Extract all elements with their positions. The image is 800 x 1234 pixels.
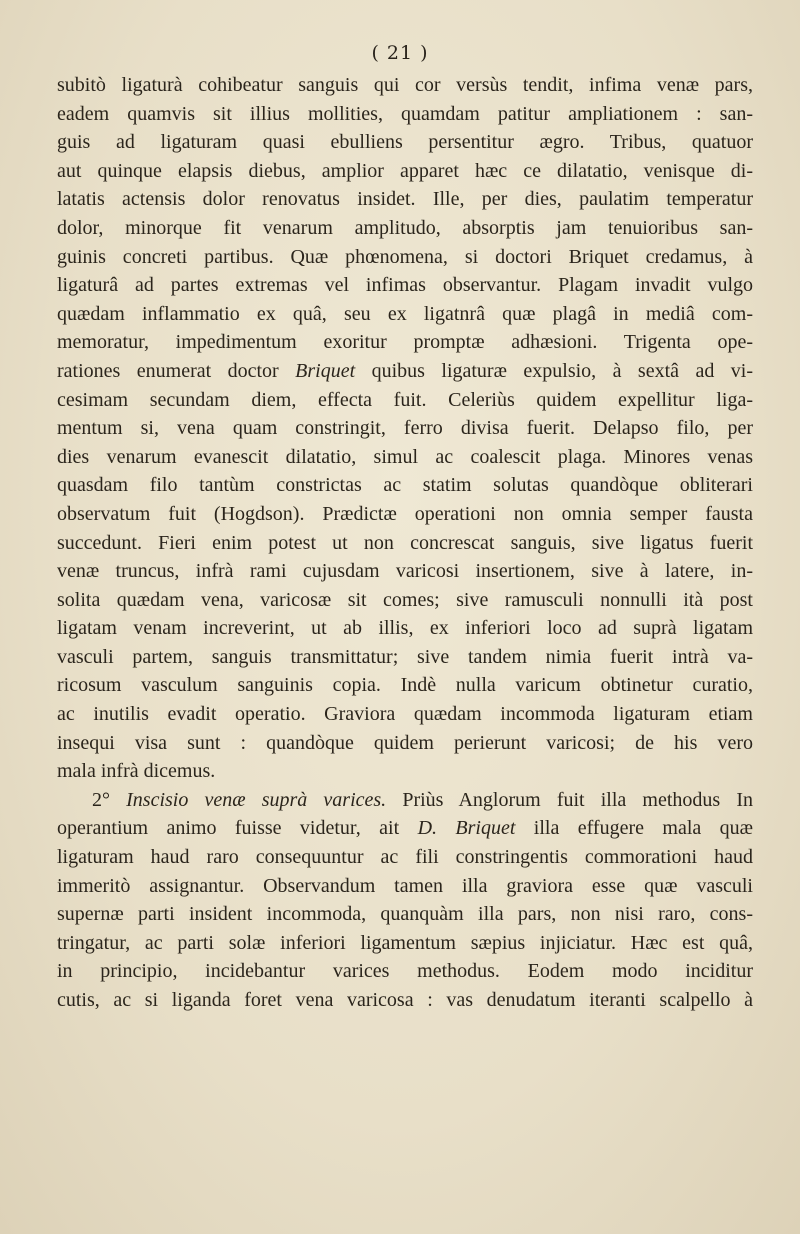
text-line: [57, 386, 753, 415]
text-run: operantium animo fuisse videtur, ait: [57, 817, 418, 840]
text-line: [57, 786, 753, 815]
text-run: dolor, minorque fit venarum amplitudo, absorptis jam tenuioribus san-: [57, 216, 753, 239]
text-line: [57, 529, 753, 558]
italic-text: Briquet: [295, 359, 356, 382]
text-line: [57, 100, 753, 129]
text-run: guis ad ligaturam quasi ebulliens persentitur ægro. Tribus, quatuor: [57, 131, 753, 154]
text-line: [57, 757, 753, 786]
text-line: [57, 443, 753, 472]
text-run: latatis actensis dolor renovatus insidet. Ille, per dies, paulatim temperatur: [57, 188, 753, 211]
text-line: [57, 900, 753, 929]
text-line: [57, 700, 753, 729]
text-run: venæ truncus, infrà rami cujusdam varicosi insertionem, sive à latere, in-: [57, 560, 753, 583]
text-line: [57, 929, 753, 958]
text-run: ac inutilis evadit operatio. Graviora quædam incommoda ligaturam etiam: [57, 703, 753, 726]
text-run: mentum si, vena quam constringit, ferro divisa fuerit. Delapso filo, per: [57, 417, 753, 440]
text-line: [57, 843, 753, 872]
body-text: [57, 71, 753, 1015]
text-line: [57, 957, 753, 986]
text-run: observatum fuit (Hogdson). Prædictæ operationi non omnia semper fausta: [57, 502, 753, 525]
text-run: vasculi partem, sanguis transmittatur; sive tandem nimia fuerit intrà va-: [57, 645, 753, 668]
text-run: ligatam venam increverint, ut ab illis, ex inferiori loco ad suprà ligatam: [57, 617, 753, 640]
italic-text: D. Briquet: [417, 817, 516, 840]
text-run: supernæ parti insident incommoda, quanquàm illa pars, non nisi raro, cons-: [57, 903, 753, 926]
text-run: ligaturam haud raro consequuntur ac fili constringentis commorationi haud: [57, 846, 753, 869]
text-run: illa effugere mala quæ: [515, 817, 753, 840]
text-run: Priùs Anglorum fuit illa methodus In: [386, 788, 753, 811]
text-line: [57, 557, 753, 586]
text-run: solita quædam vena, varicosæ sit comes; sive ramusculi nonnulli ità post: [57, 588, 753, 611]
text-line: [57, 328, 753, 357]
text-line: [57, 357, 753, 386]
text-line: [57, 185, 753, 214]
text-line: [57, 471, 753, 500]
text-run: mala infrà dicemus.: [57, 760, 216, 783]
text-run: ligaturâ ad partes extremas vel infimas observantur. Plagam invadit vulgo: [57, 274, 753, 297]
text-line: [57, 71, 753, 100]
text-run: subitò ligaturà cohibeatur sanguis qui cor versùs tendit, infima venæ pars,: [57, 74, 753, 96]
text-run: quædam inflammatio ex quâ, seu ex ligatnrâ quæ plagâ in mediâ com-: [57, 302, 753, 325]
text-run: memoratur, impedimentum exoritur promptæ adhæsioni. Trigenta ope-: [57, 331, 753, 354]
text-run: ricosum vasculum sanguinis copia. Indè nulla varicum obtinetur curatio,: [57, 674, 753, 697]
italic-text: Inscisio venæ suprà varices.: [126, 788, 387, 811]
text-line: [57, 671, 753, 700]
text-line: [57, 814, 753, 843]
text-line: [57, 500, 753, 529]
text-line: [57, 300, 753, 329]
text-run: quasdam filo tantùm constrictas ac statim solutas quandòque obliterari: [57, 474, 753, 497]
text-run: guinis concreti partibus. Quæ phœnomena, si doctori Briquet credamus, à: [57, 245, 753, 268]
text-line: [57, 414, 753, 443]
text-line: [57, 643, 753, 672]
text-line: [57, 614, 753, 643]
text-run: immeritò assignantur. Observandum tamen illa graviora esse quæ vasculi: [57, 874, 753, 897]
text-run: tringatur, ac parti solæ inferiori ligamentum sæpius injiciatur. Hæc est quâ,: [57, 931, 753, 954]
text-run: cesimam secundam diem, effecta fuit. Celeriùs quidem expellitur liga-: [57, 388, 753, 411]
text-run: cutis, ac si liganda foret vena varicosa : vas denudatum iteranti scalpello à: [57, 989, 753, 1011]
text-run: in principio, incidebantur varices methodus. Eodem modo inciditur: [57, 960, 753, 983]
text-line: [57, 157, 753, 186]
text-run: insequi visa sunt : quandòque quidem perierunt varicosi; de his vero: [57, 731, 753, 754]
text-line: [57, 729, 753, 758]
text-line: [57, 271, 753, 300]
text-line: [57, 872, 753, 901]
text-line: [57, 586, 753, 615]
text-run: quibus ligaturæ expulsio, à sextâ ad vi-: [355, 359, 753, 382]
text-run: succedunt. Fieri enim potest ut non concrescat sanguis, sive ligatus fuerit: [57, 531, 753, 554]
text-line: [57, 128, 753, 157]
text-run: 2°: [92, 788, 127, 811]
text-run: dies venarum evanescit dilatatio, simul ac coalescit plaga. Minores venas: [57, 445, 753, 468]
text-line: [57, 243, 753, 272]
page-number: ( 21 ): [371, 42, 429, 64]
text-run: eadem quamvis sit illius mollities, quamdam patitur ampliationem : san-: [57, 102, 753, 125]
text-line: [57, 986, 753, 1015]
text-run: rationes enumerat doctor: [57, 359, 296, 382]
text-line: [57, 214, 753, 243]
text-run: aut quinque elapsis diebus, amplior apparet hæc ce dilatatio, venisque di-: [57, 159, 753, 182]
